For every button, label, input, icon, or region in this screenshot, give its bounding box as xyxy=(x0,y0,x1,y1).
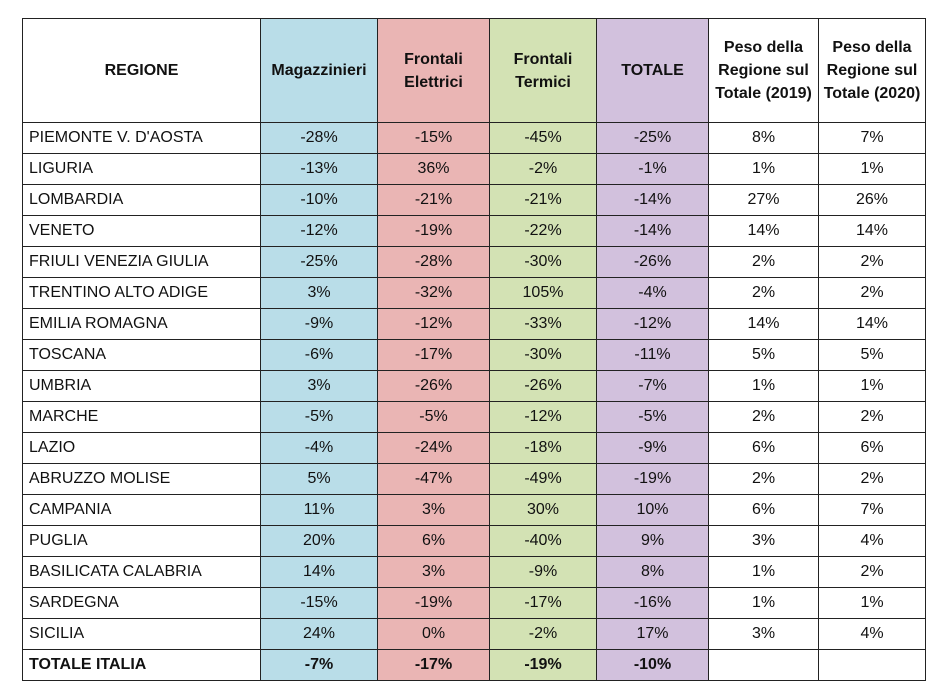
cell-frontali-elettrici: -15% xyxy=(378,123,490,154)
cell-frontali-elettrici: -28% xyxy=(378,247,490,278)
cell-peso-2019: 5% xyxy=(709,340,819,371)
cell-peso-2019: 6% xyxy=(709,433,819,464)
cell-magazzinieri: -9% xyxy=(261,309,378,340)
cell-magazzinieri: 14% xyxy=(261,557,378,588)
cell-peso-2019: 14% xyxy=(709,309,819,340)
cell-magazzinieri: 20% xyxy=(261,526,378,557)
header-peso-2019: Peso della Regione sul Totale (2019) xyxy=(709,19,819,123)
cell-magazzinieri: 11% xyxy=(261,495,378,526)
cell-frontali-elettrici: 0% xyxy=(378,619,490,650)
cell-peso-2019: 27% xyxy=(709,185,819,216)
table-body xyxy=(23,123,926,681)
cell-totale: 8% xyxy=(597,557,709,588)
cell-peso-2019: 2% xyxy=(709,278,819,309)
cell-peso-2020: 7% xyxy=(819,495,926,526)
table-row xyxy=(23,495,926,526)
cell-regione: MARCHE xyxy=(23,402,261,433)
cell-frontali-termici: -45% xyxy=(490,123,597,154)
table-row xyxy=(23,123,926,154)
cell-frontali-elettrici: 36% xyxy=(378,154,490,185)
cell-regione: VENETO xyxy=(23,216,261,247)
cell-frontali-elettrici: -26% xyxy=(378,371,490,402)
total-cell-magazzinieri: -7% xyxy=(261,650,378,681)
table-row xyxy=(23,216,926,247)
cell-regione: TOSCANA xyxy=(23,340,261,371)
cell-totale: -4% xyxy=(597,278,709,309)
cell-peso-2019: 1% xyxy=(709,371,819,402)
cell-magazzinieri: 5% xyxy=(261,464,378,495)
cell-frontali-elettrici: -32% xyxy=(378,278,490,309)
cell-frontali-termici: -26% xyxy=(490,371,597,402)
cell-totale: -9% xyxy=(597,433,709,464)
total-cell-regione: TOTALE ITALIA xyxy=(23,650,261,681)
cell-frontali-termici: -9% xyxy=(490,557,597,588)
cell-totale: -14% xyxy=(597,216,709,247)
cell-totale: 10% xyxy=(597,495,709,526)
table-row xyxy=(23,278,926,309)
cell-peso-2020: 14% xyxy=(819,309,926,340)
table-row xyxy=(23,185,926,216)
table-row xyxy=(23,340,926,371)
cell-magazzinieri: -13% xyxy=(261,154,378,185)
cell-peso-2019: 8% xyxy=(709,123,819,154)
cell-frontali-termici: -2% xyxy=(490,619,597,650)
cell-regione: PUGLIA xyxy=(23,526,261,557)
total-cell-peso-2019 xyxy=(709,650,819,681)
cell-frontali-termici: -22% xyxy=(490,216,597,247)
cell-regione: FRIULI VENEZIA GIULIA xyxy=(23,247,261,278)
cell-peso-2020: 2% xyxy=(819,278,926,309)
cell-frontali-elettrici: -21% xyxy=(378,185,490,216)
cell-frontali-elettrici: -17% xyxy=(378,340,490,371)
table-row xyxy=(23,526,926,557)
cell-peso-2019: 1% xyxy=(709,557,819,588)
cell-peso-2020: 2% xyxy=(819,464,926,495)
cell-totale: -26% xyxy=(597,247,709,278)
cell-regione: LAZIO xyxy=(23,433,261,464)
cell-magazzinieri: -5% xyxy=(261,402,378,433)
total-cell-frontali-termici: -19% xyxy=(490,650,597,681)
cell-peso-2019: 6% xyxy=(709,495,819,526)
total-cell-peso-2020 xyxy=(819,650,926,681)
cell-frontali-termici: -30% xyxy=(490,340,597,371)
cell-totale: -7% xyxy=(597,371,709,402)
cell-regione: SARDEGNA xyxy=(23,588,261,619)
cell-peso-2020: 2% xyxy=(819,402,926,433)
cell-peso-2019: 14% xyxy=(709,216,819,247)
cell-frontali-termici: -12% xyxy=(490,402,597,433)
cell-totale: -14% xyxy=(597,185,709,216)
cell-frontali-termici: 30% xyxy=(490,495,597,526)
cell-frontali-elettrici: -12% xyxy=(378,309,490,340)
cell-peso-2019: 2% xyxy=(709,247,819,278)
cell-totale: 9% xyxy=(597,526,709,557)
cell-regione: LIGURIA xyxy=(23,154,261,185)
cell-frontali-termici: -40% xyxy=(490,526,597,557)
cell-peso-2020: 2% xyxy=(819,557,926,588)
total-cell-frontali-elettrici: -17% xyxy=(378,650,490,681)
cell-frontali-termici: 105% xyxy=(490,278,597,309)
header-frontali-termici: Frontali Termici xyxy=(490,19,597,123)
cell-regione: BASILICATA CALABRIA xyxy=(23,557,261,588)
table-row xyxy=(23,247,926,278)
cell-peso-2020: 14% xyxy=(819,216,926,247)
header-row xyxy=(23,19,926,123)
cell-frontali-elettrici: 6% xyxy=(378,526,490,557)
cell-peso-2019: 1% xyxy=(709,154,819,185)
cell-regione: UMBRIA xyxy=(23,371,261,402)
cell-totale: -1% xyxy=(597,154,709,185)
cell-peso-2020: 6% xyxy=(819,433,926,464)
table-row xyxy=(23,557,926,588)
cell-totale: -25% xyxy=(597,123,709,154)
cell-magazzinieri: -6% xyxy=(261,340,378,371)
header-magazzinieri: Magazzinieri xyxy=(261,19,378,123)
cell-peso-2020: 4% xyxy=(819,619,926,650)
cell-regione: LOMBARDIA xyxy=(23,185,261,216)
cell-peso-2020: 1% xyxy=(819,154,926,185)
header-peso-2020: Peso della Regione sul Totale (2020) xyxy=(819,19,926,123)
header-frontali-elettrici: Frontali Elettrici xyxy=(378,19,490,123)
cell-magazzinieri: 3% xyxy=(261,278,378,309)
cell-frontali-elettrici: -19% xyxy=(378,216,490,247)
cell-peso-2019: 2% xyxy=(709,402,819,433)
cell-peso-2019: 1% xyxy=(709,588,819,619)
cell-frontali-termici: -17% xyxy=(490,588,597,619)
cell-totale: -19% xyxy=(597,464,709,495)
cell-frontali-termici: -18% xyxy=(490,433,597,464)
table-row xyxy=(23,588,926,619)
cell-totale: -12% xyxy=(597,309,709,340)
cell-frontali-termici: -2% xyxy=(490,154,597,185)
cell-peso-2020: 2% xyxy=(819,247,926,278)
cell-peso-2019: 2% xyxy=(709,464,819,495)
table-row xyxy=(23,433,926,464)
table-row xyxy=(23,464,926,495)
table-row xyxy=(23,154,926,185)
cell-frontali-elettrici: 3% xyxy=(378,557,490,588)
cell-magazzinieri: 24% xyxy=(261,619,378,650)
cell-magazzinieri: -10% xyxy=(261,185,378,216)
cell-frontali-elettrici: -47% xyxy=(378,464,490,495)
table-row xyxy=(23,402,926,433)
cell-totale: 17% xyxy=(597,619,709,650)
cell-regione: EMILIA ROMAGNA xyxy=(23,309,261,340)
total-cell-totale: -10% xyxy=(597,650,709,681)
cell-peso-2020: 4% xyxy=(819,526,926,557)
cell-magazzinieri: -28% xyxy=(261,123,378,154)
cell-peso-2020: 7% xyxy=(819,123,926,154)
cell-frontali-elettrici: -24% xyxy=(378,433,490,464)
cell-peso-2019: 3% xyxy=(709,619,819,650)
cell-peso-2020: 5% xyxy=(819,340,926,371)
header-regione: REGIONE xyxy=(23,19,261,123)
cell-frontali-elettrici: 3% xyxy=(378,495,490,526)
table-row xyxy=(23,371,926,402)
table-row xyxy=(23,619,926,650)
header-totale: TOTALE xyxy=(597,19,709,123)
cell-regione: SICILIA xyxy=(23,619,261,650)
cell-magazzinieri: -15% xyxy=(261,588,378,619)
cell-frontali-elettrici: -5% xyxy=(378,402,490,433)
cell-magazzinieri: -12% xyxy=(261,216,378,247)
cell-peso-2020: 1% xyxy=(819,588,926,619)
cell-frontali-termici: -21% xyxy=(490,185,597,216)
cell-regione: CAMPANIA xyxy=(23,495,261,526)
cell-frontali-termici: -33% xyxy=(490,309,597,340)
cell-magazzinieri: -4% xyxy=(261,433,378,464)
cell-regione: TRENTINO ALTO ADIGE xyxy=(23,278,261,309)
cell-regione: ABRUZZO MOLISE xyxy=(23,464,261,495)
total-row xyxy=(23,650,926,681)
cell-totale: -5% xyxy=(597,402,709,433)
cell-magazzinieri: -25% xyxy=(261,247,378,278)
regional-change-table xyxy=(22,18,926,681)
cell-totale: -11% xyxy=(597,340,709,371)
table-row xyxy=(23,309,926,340)
cell-frontali-termici: -49% xyxy=(490,464,597,495)
cell-magazzinieri: 3% xyxy=(261,371,378,402)
cell-frontali-termici: -30% xyxy=(490,247,597,278)
cell-peso-2019: 3% xyxy=(709,526,819,557)
cell-totale: -16% xyxy=(597,588,709,619)
cell-peso-2020: 1% xyxy=(819,371,926,402)
cell-frontali-elettrici: -19% xyxy=(378,588,490,619)
cell-peso-2020: 26% xyxy=(819,185,926,216)
cell-regione: PIEMONTE V. D'AOSTA xyxy=(23,123,261,154)
